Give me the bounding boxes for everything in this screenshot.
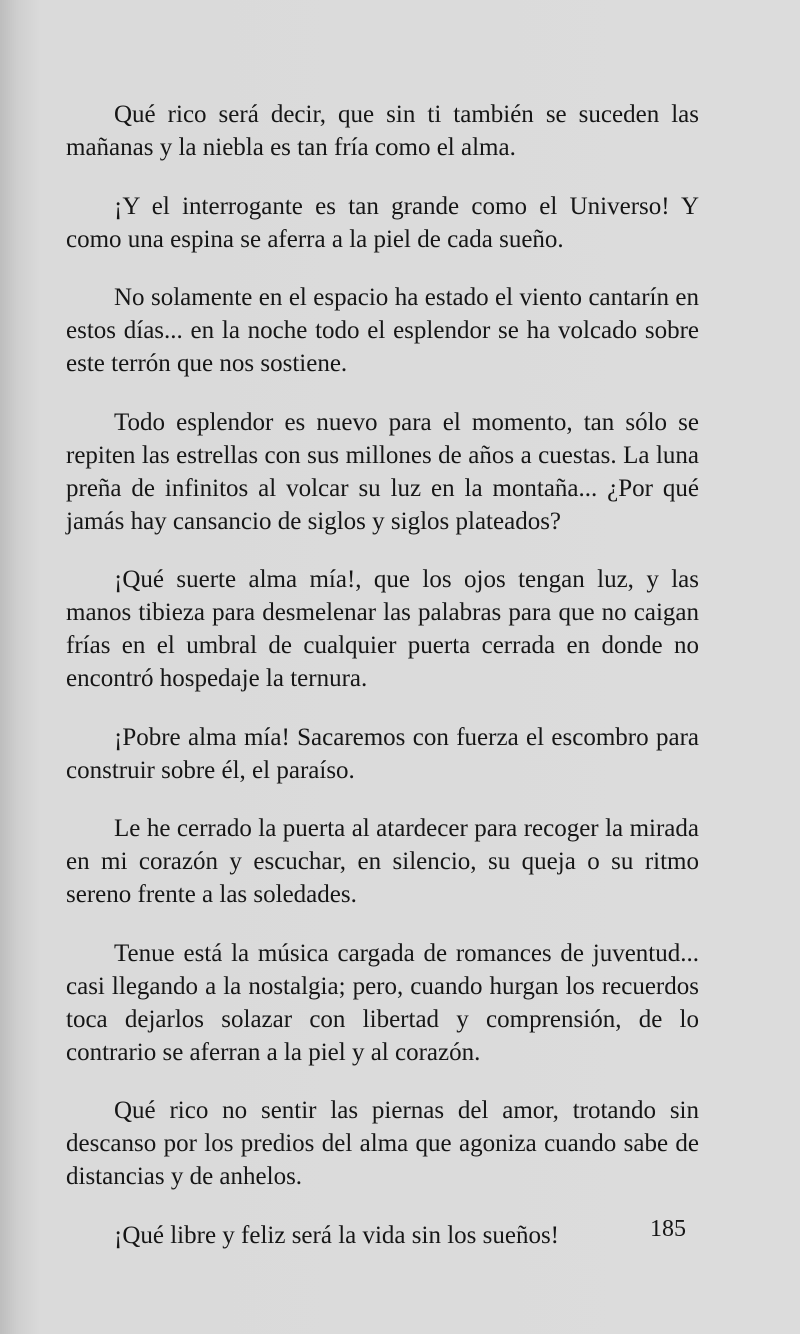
paragraph-5: ¡Qué suerte alma mía!, que los ojos tengan luz, y las manos tibieza para desmelenar las palabras para que no caigan frías en el umbral de cualquier puerta cerrada en donde no encontró hospedaje la ternura. — [66, 566, 699, 692]
body-text — [66, 98, 699, 1277]
paragraph-7: Le he cerrado la puerta al atardecer para recoger la mirada en mi corazón y escuchar, en silencio, su queja o su ritmo sereno frente a las soledades. — [66, 815, 699, 908]
paragraph-9: Qué rico no sentir las piernas del amor, trotando sin descanso por los predios del alma que agoniza cuando sabe de distancias y de anhelos. — [66, 1097, 699, 1190]
paragraph-8: Tenue está la música cargada de romances de juventud... casi llegando a la nostalgia; pero, cuando hurgan los recuerdos toca dejarlos solazar con libertad y comprensión, de lo contrario se aferran a la piel y al corazón. — [66, 939, 699, 1066]
paragraph-6: ¡Pobre alma mía! Sacaremos con fuerza el escombro para construir sobre él, el paraíso. — [66, 723, 699, 784]
paragraph-4: Todo esplendor es nuevo para el momento, tan sólo se repiten las estrellas con sus millones de años a cuestas. La luna preña de infinitos al volcar su luz en la montaña... ¿Por qué jamás hay cansancio de siglos y siglos plateados? — [66, 408, 699, 535]
paragraph-10: ¡Qué libre y feliz será la vida sin los sueños! — [114, 1221, 560, 1249]
paragraph-1: Qué rico será decir, que sin ti también se suceden las mañanas y la niebla es tan fría como el alma. — [66, 101, 699, 161]
paragraph-2: ¡Y el interrogante es tan grande como el Universo! Y como una espina se aferra a la piel de cada sueño. — [66, 192, 699, 253]
paragraph-3: No solamente en el espacio ha estado el viento cantarín en estos días... en la noche todo el esplendor se ha volcado sobre este terrón que nos sostiene. — [66, 284, 699, 377]
page-number: 185 — [650, 1216, 686, 1242]
